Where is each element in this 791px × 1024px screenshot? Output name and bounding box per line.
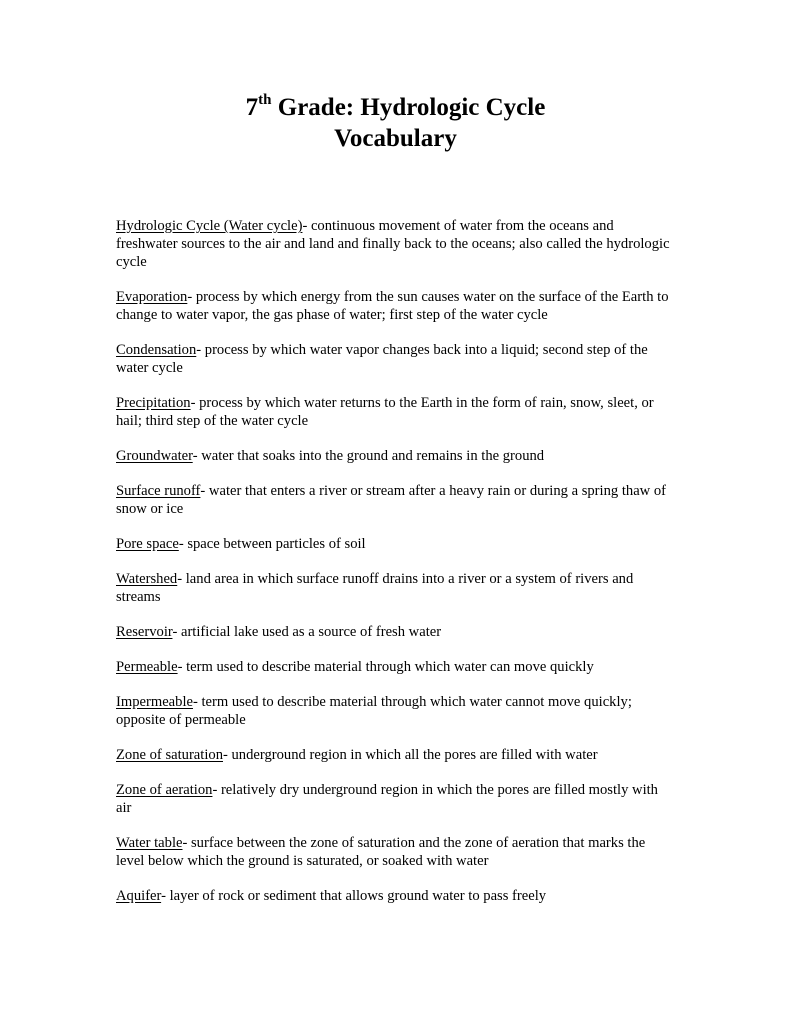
vocab-term: Pore space: [116, 536, 179, 552]
vocab-entry: [116, 658, 676, 676]
vocab-entry: [116, 570, 676, 606]
vocab-entry: [116, 887, 676, 905]
vocab-term: Water table: [116, 835, 183, 851]
vocab-definition: - surface between the zone of saturation and the zone of aeration that marks the level below which the ground is saturated, or soaked with water: [116, 835, 646, 869]
vocab-entry: [116, 834, 676, 870]
vocabulary-list: [116, 217, 676, 922]
vocab-definition: - water that soaks into the ground and remains in the ground: [192, 448, 545, 464]
vocab-entry: [116, 288, 676, 324]
vocab-entry: [116, 217, 676, 271]
page-title: [0, 92, 791, 154]
vocab-definition: - underground region in which all the pores are filled with water: [223, 747, 598, 763]
vocab-definition: - continuous movement of water from the oceans and freshwater sources to the air and land and finally back to the oceans; also called the hydrologic cycle: [116, 218, 670, 270]
vocab-definition: - layer of rock or sediment that allows ground water to pass freely: [161, 888, 547, 904]
vocab-term: Permeable: [116, 659, 178, 675]
vocab-term: Zone of aeration: [116, 782, 213, 798]
vocab-entry: [116, 623, 676, 641]
vocab-definition: - artificial lake used as a source of fresh water: [172, 624, 442, 640]
vocab-term: Precipitation: [116, 395, 191, 411]
grade-number: 7: [245, 94, 259, 121]
title-line-1-text: Grade: Hydrologic Cycle: [271, 94, 546, 121]
vocab-definition: - process by which water vapor changes back into a liquid; second step of the water cycle: [116, 342, 648, 376]
vocab-definition: - space between particles of soil: [178, 536, 366, 552]
vocab-entry: [116, 535, 676, 553]
title-line-2: Vocabulary: [334, 125, 457, 152]
vocab-entry: [116, 341, 676, 377]
vocab-entry: [116, 447, 676, 465]
vocab-entry: [116, 394, 676, 430]
vocab-definition: - process by which water returns to the Earth in the form of rain, snow, sleet, or hail; third step of the water cycle: [116, 395, 654, 429]
vocab-term: Zone of saturation: [116, 747, 223, 763]
vocab-entry: [116, 781, 676, 817]
vocab-term: Surface runoff: [116, 483, 201, 499]
vocab-definition: - term used to describe material through which water cannot move quickly; opposite of permeable: [116, 694, 632, 728]
vocab-definition: - land area in which surface runoff drains into a river or a system of rivers and streams: [116, 571, 634, 605]
vocab-term: Aquifer: [116, 888, 162, 904]
vocab-term: Evaporation: [116, 289, 188, 305]
vocab-entry: [116, 482, 676, 518]
title-line-1: [0, 92, 791, 123]
vocab-definition: - process by which energy from the sun causes water on the surface of the Earth to change to water vapor, the gas phase of water; first step of the water cycle: [116, 289, 669, 323]
vocab-definition: - water that enters a river or stream after a heavy rain or during a spring thaw of snow or ice: [116, 483, 667, 517]
vocab-term: Groundwater: [116, 448, 193, 464]
vocab-term: Condensation: [116, 342, 197, 358]
vocab-definition: - term used to describe material through which water can move quickly: [177, 659, 594, 675]
grade-suffix: th: [258, 91, 272, 108]
vocab-term: Reservoir: [116, 624, 173, 640]
vocab-entry: [116, 693, 676, 729]
vocab-term: Watershed: [116, 571, 178, 587]
vocab-definition: - relatively dry underground region in which the pores are filled mostly with air: [116, 782, 658, 816]
vocab-term: Impermeable: [116, 694, 193, 710]
vocab-term: Hydrologic Cycle (Water cycle): [116, 218, 303, 234]
vocab-entry: [116, 746, 676, 764]
